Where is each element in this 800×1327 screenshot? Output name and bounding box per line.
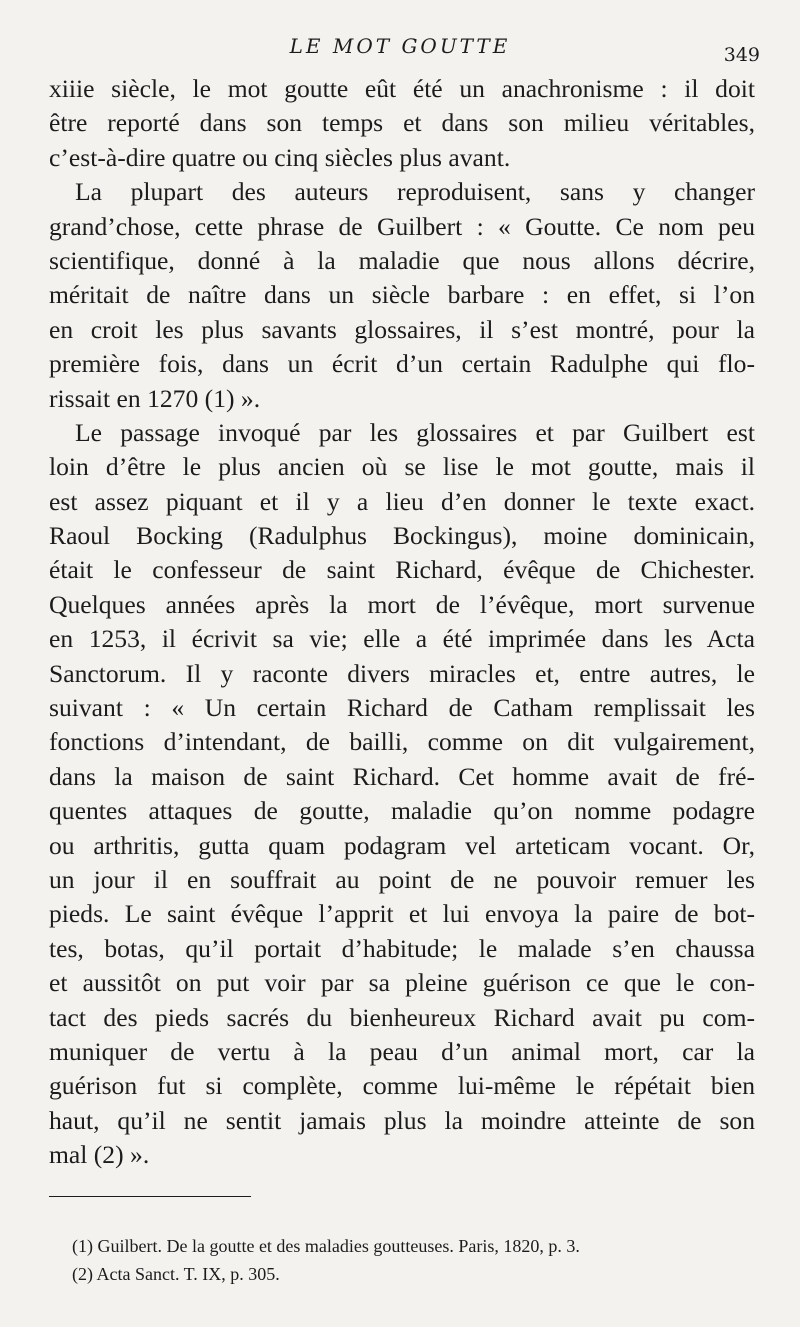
text-line: méritait de naître dans un siècle barbare : en effet, si l’on	[49, 280, 755, 310]
text-line: un jour il en souffrait au point de ne pouvoir remuer les	[49, 864, 755, 894]
text-line: Raoul Bocking (Radulphus Bockingus), moine dominicain,	[49, 521, 755, 551]
footnotes	[72, 1232, 762, 1288]
text-line: en 1253, il écrivit sa vie; elle a été imprimée dans les Acta	[49, 624, 755, 654]
text-line: pieds. Le saint évêque l’apprit et lui envoya la paire de bot-	[49, 899, 755, 929]
text-line: mal (2) ».	[49, 1140, 150, 1170]
paragraph	[49, 175, 755, 416]
page-number: 349	[723, 44, 760, 66]
text-line: rissait en 1270 (1) ».	[49, 383, 261, 413]
body-text	[49, 72, 755, 1173]
text-line: et aussitôt on put voir par sa pleine guérison ce que le con-	[49, 968, 755, 998]
running-title: LE MOT GOUTTE	[289, 34, 511, 58]
text-line: tact des pieds sacrés du bienheureux Richard avait pu com-	[49, 1002, 755, 1032]
text-line: loin d’être le plus ancien où se lise le mot goutte, mais il	[49, 452, 755, 482]
text-line: La plupart des auteurs reproduisent, sans y changer	[75, 177, 755, 207]
text-line: grand’chose, cette phrase de Guilbert : « Goutte. Ce nom peu	[49, 211, 755, 241]
text-line: quentes attaques de goutte, maladie qu’on nomme podagre	[49, 796, 755, 826]
text-line: Quelques années après la mort de l’évêque, mort survenue	[49, 589, 755, 619]
text-line: guérison fut si complète, comme lui-même le répétait bien	[49, 1071, 755, 1101]
footnote-1: (1) Guilbert. De la goutte et des maladies goutteuses. Paris, 1820, p. 3.	[72, 1236, 580, 1256]
footnote-2: (2) Acta Sanct. T. IX, p. 305.	[72, 1264, 280, 1284]
text-line: être reporté dans son temps et dans son milieu véritables,	[49, 108, 755, 138]
text-line: est assez piquant et il y a lieu d’en donner le texte exact.	[49, 486, 755, 516]
text-line: c’est-à-dire quatre ou cinq siècles plus avant.	[49, 142, 511, 172]
text-line: tes, botas, qu’il portait d’habitude; le malade s’en chaussa	[49, 933, 755, 963]
text-line: muniquer de vertu à la peau d’un animal mort, car la	[49, 1036, 755, 1066]
paragraph	[49, 416, 755, 1173]
text-line: xiiie siècle, le mot goutte eût été un anachronisme : il doit	[49, 74, 755, 103]
text-line: scientifique, donné à la maladie que nous allons décrire,	[49, 245, 755, 275]
footnote-rule	[49, 1196, 251, 1197]
text-line: haut, qu’il ne sentit jamais plus la moindre atteinte de son	[49, 1105, 755, 1135]
paragraph	[49, 72, 755, 175]
text-line: Le passage invoqué par les glossaires et par Guilbert est	[75, 417, 755, 447]
text-line: était le confesseur de saint Richard, évêque de Chichester.	[49, 555, 755, 585]
text-line: suivant : « Un certain Richard de Catham remplissait les	[49, 693, 755, 723]
text-line: ou arthritis, gutta quam podagram vel arteticam vocant. Or,	[49, 830, 755, 860]
text-line: en croit les plus savants glossaires, il s’est montré, pour la	[49, 314, 755, 344]
text-line: dans la maison de saint Richard. Cet homme avait de fré-	[49, 761, 755, 791]
text-line: Sanctorum. Il y raconte divers miracles et, entre autres, le	[49, 658, 755, 688]
text-line: fonctions d’intendant, de bailli, comme on dit vulgairement,	[49, 727, 755, 757]
text-line: première fois, dans un écrit d’un certain Radulphe qui flo-	[49, 349, 755, 379]
